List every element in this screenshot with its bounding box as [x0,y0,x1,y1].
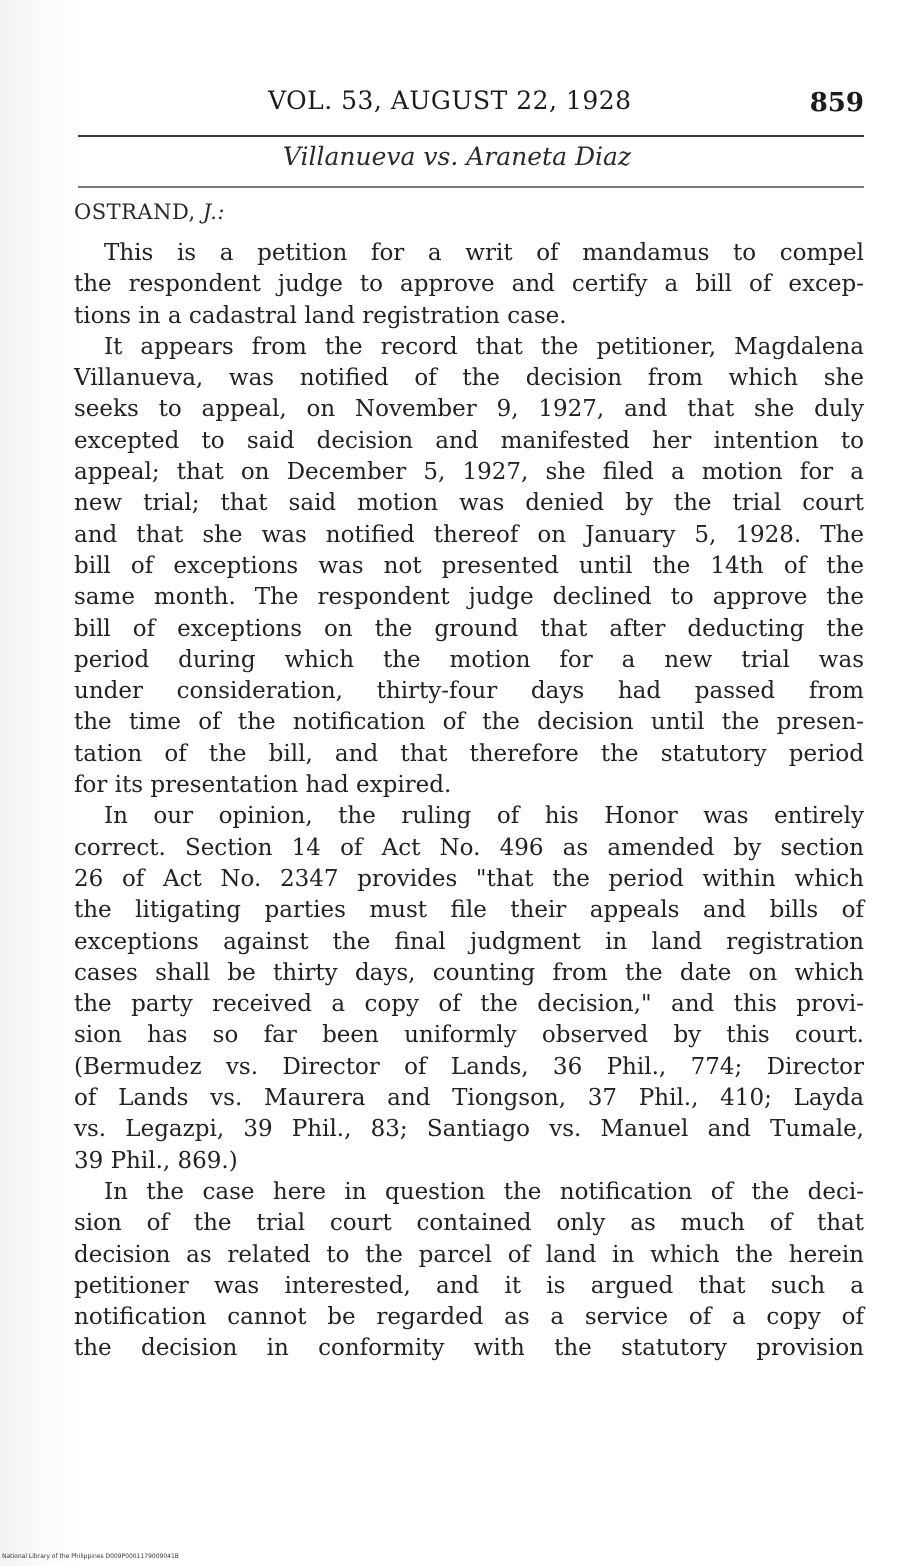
case-title: Villanueva vs. Araneta Diaz [282,142,632,171]
text-line: petitioner was interested, and it is argued that such a [74,1272,864,1299]
text-line: the respondent judge to approve and certify a bill of excep- [74,271,864,298]
header-rule [78,135,864,137]
library-footer: National Library of the Philippines D009P0001179009041B [2,1553,179,1560]
text-line: correct. Section 14 of Act No. 496 as amended by section [74,834,864,861]
text-line: under consideration, thirty-four days had passed from [74,678,864,705]
text-line: same month. The respondent judge declined to approve the [74,584,864,611]
text-line: 39 Phil., 869.) [74,1147,238,1174]
text-line: the time of the notification of the decision until the presen- [74,709,864,736]
text-line: period during which the motion for a new trial was [74,646,864,673]
justice-suffix: J.: [202,200,225,224]
text-line: exceptions against the final judgment in land registration [74,928,864,955]
running-header [78,86,864,126]
text-line: Villanueva, was notified of the decision from which she [74,365,864,392]
text-line: decision as related to the parcel of land in which the herein [74,1241,864,1268]
text-line: notification cannot be regarded as a service of a copy of [74,1304,864,1331]
text-line: and that she was notified thereof on January 5, 1928. The [74,521,864,548]
text-line: sion of the trial court contained only as much of that [74,1210,864,1237]
text-line: vs. Legazpi, 39 Phil., 83; Santiago vs. Manuel and Tumale, [74,1116,864,1143]
text-line: seeks to appeal, on November 9, 1927, and that she duly [74,396,864,423]
opinion-body [74,238,864,1365]
text-line: In the case here in question the notification of the deci- [104,1178,864,1205]
page-number: 859 [809,88,864,118]
text-line: for its presentation had expired. [74,772,452,799]
text-line: excepted to said decision and manifested her intention to [74,427,864,454]
text-line: In our opinion, the ruling of his Honor was entirely [104,803,864,830]
text-line: the decision in conformity with the statutory provision [74,1335,864,1362]
text-line: tation of the bill, and that therefore the statutory period [74,740,864,767]
text-line: the party received a copy of the decision," and this provi- [74,991,864,1018]
text-line: This is a petition for a writ of mandamus to compel [104,240,864,266]
justice-byline [74,200,225,224]
text-line: It appears from the record that the petitioner, Magdalena [104,333,864,360]
text-line: cases shall be thirty days, counting from the date on which [74,959,864,986]
text-line: the litigating parties must file their appeals and bills of [74,897,864,924]
text-line: new trial; that said motion was denied by the trial court [74,490,864,517]
text-line: 26 of Act No. 2347 provides "that the period within which [74,865,864,892]
text-line: sion has so far been uniformly observed by this court. [74,1022,864,1049]
text-line: tions in a cadastral land registration case. [74,302,567,329]
case-title-rule [78,186,864,188]
text-line: bill of exceptions on the ground that after deducting the [74,615,864,642]
text-line: appeal; that on December 5, 1927, she filed a motion for a [74,459,864,486]
text-line: bill of exceptions was not presented until the 14th of the [74,552,864,579]
text-line: of Lands vs. Maurera and Tiongson, 37 Phil., 410; Layda [74,1085,864,1112]
text-line: (Bermudez vs. Director of Lands, 36 Phil., 774; Director [74,1053,864,1080]
justice-name: OSTRAND, [74,200,196,224]
volume-date-heading: VOL. 53, AUGUST 22, 1928 [268,86,632,115]
